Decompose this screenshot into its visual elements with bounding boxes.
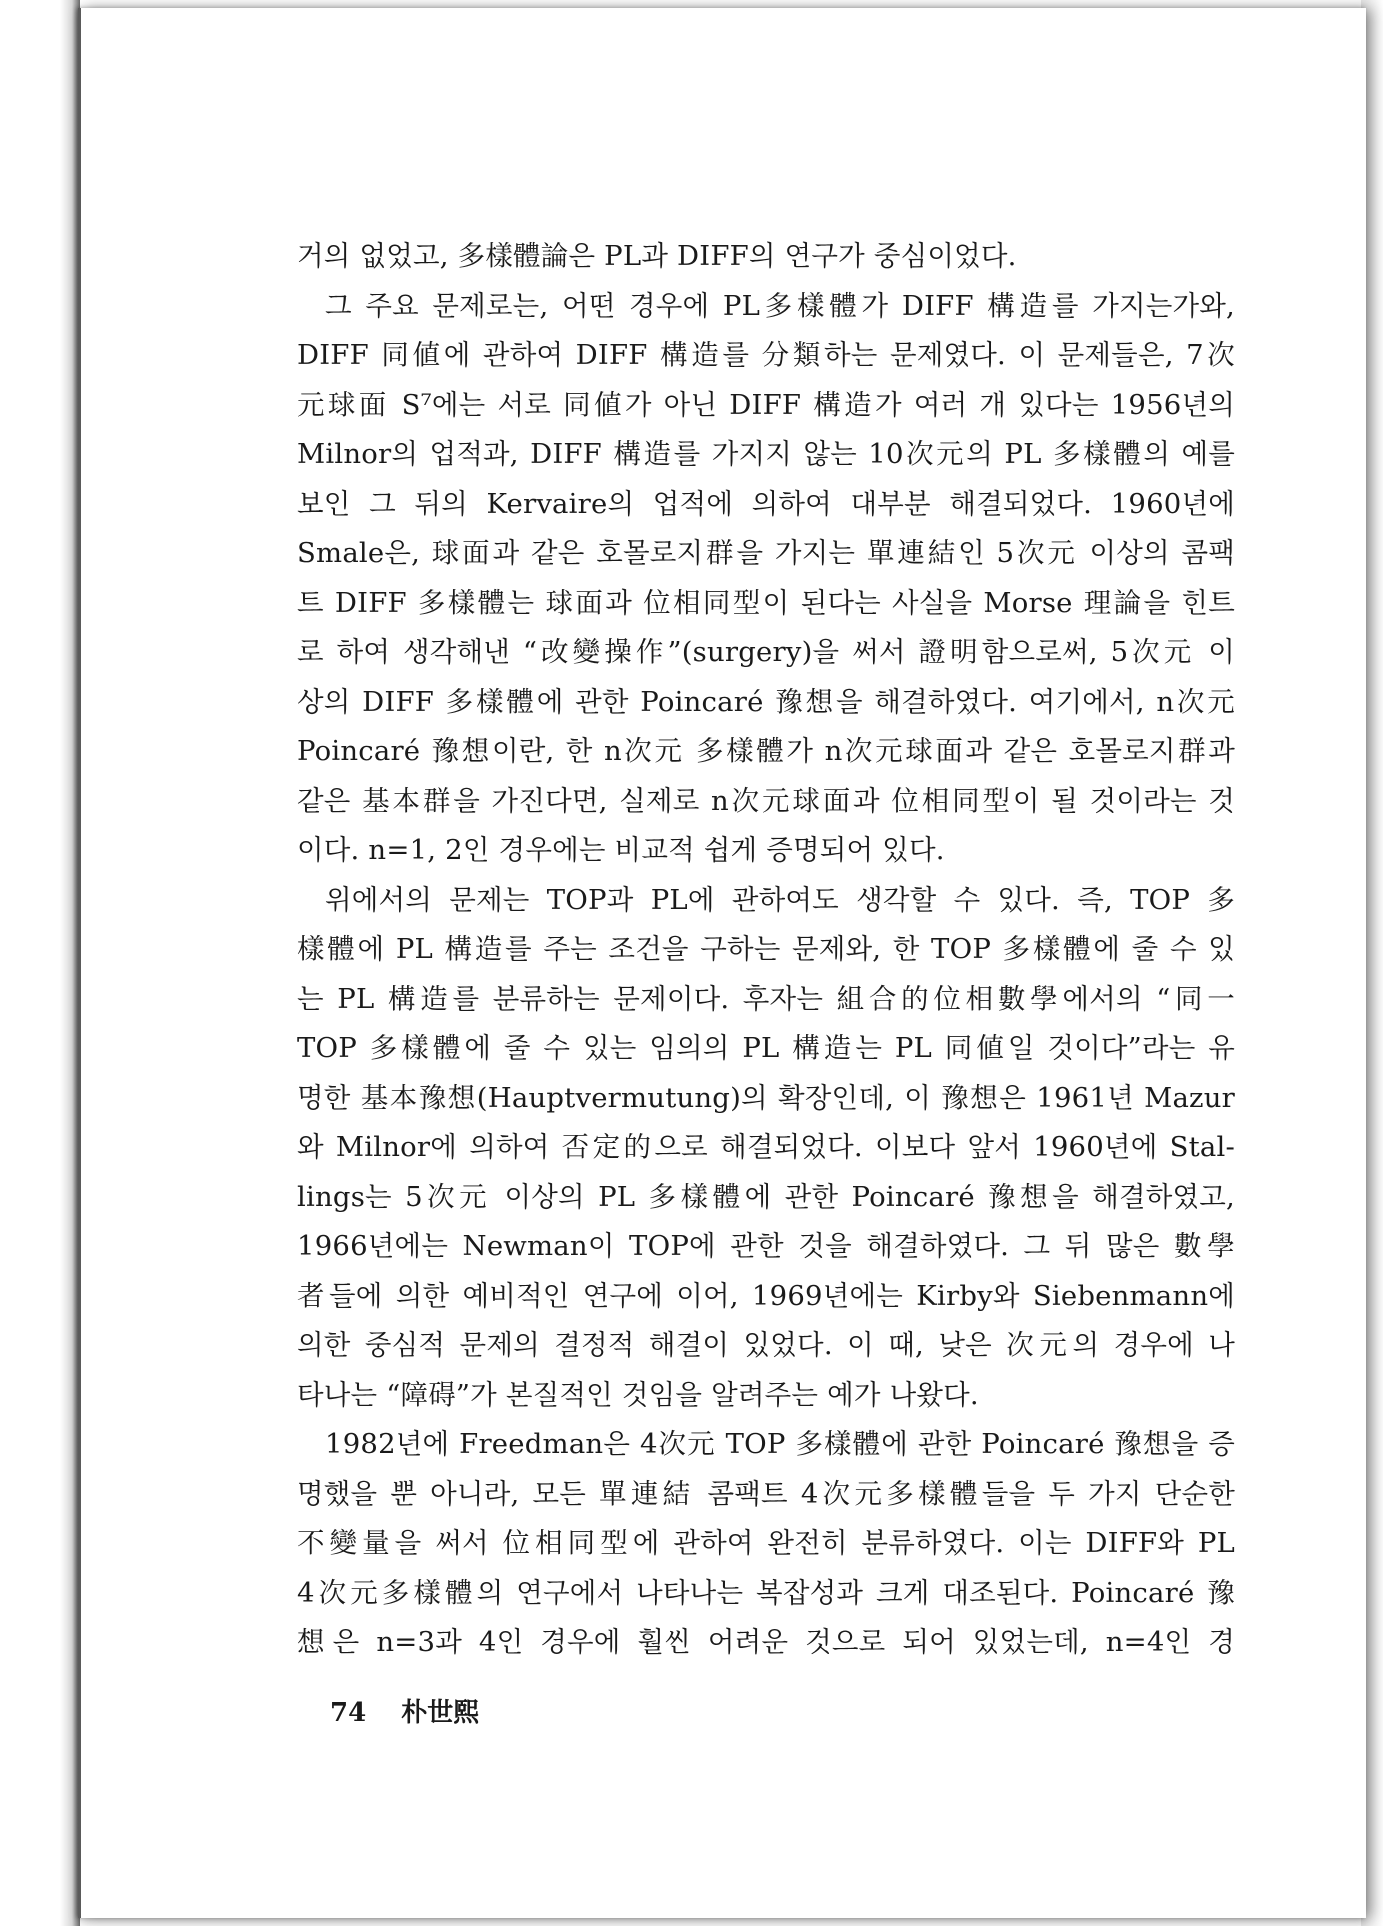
text-line: 로 하여 생각해낸 “改變操作”(surgery)을 써서 證明함으로써, 5次元 이 (297, 636, 1235, 668)
text-line: DIFF 同値에 관하여 DIFF 構造를 分類하는 문제였다. 이 문제들은, 7次 (297, 339, 1235, 371)
text-line: 4次元多樣體의 연구에서 나타나는 복잡성과 크게 대조된다. Poincaré 豫 (297, 1576, 1235, 1609)
text-line: 1966년에는 Newman이 TOP에 관한 것을 해결하였다. 그 뒤 많은 數學 (297, 1230, 1235, 1262)
text-line: 같은 基本群을 가진다면, 실제로 n次元球面과 位相同型이 될 것이라는 것 (297, 784, 1235, 817)
text-line: 者들에 의한 예비적인 연구에 이어, 1969년에는 Kirby와 Siebenmann에 (297, 1279, 1235, 1312)
text-line: 樣體에 PL 構造를 주는 조건을 구하는 문제와, 한 TOP 多樣體에 줄 수 있 (297, 933, 1235, 965)
text-line: 명한 基本豫想(Hauptvermutung)의 확장인데, 이 豫想은 1961년 Mazur (297, 1081, 1235, 1114)
text-line: 거의 없었고, 多樣體論은 PL과 DIFF의 연구가 중심이었다. (297, 240, 1017, 272)
page-number: 74 (330, 1698, 367, 1728)
page-shadow-edge (60, 0, 80, 1926)
author-name: 朴世熙 (401, 1698, 480, 1728)
paragraph-start-line: 1982년에 Freedman은 4次元 TOP 多樣體에 관한 Poincaré 豫想을 증 (325, 1428, 1235, 1460)
text-line: 이다. n=1, 2인 경우에는 비교적 쉽게 증명되어 있다. (297, 834, 945, 866)
text-line: TOP 多樣體에 줄 수 있는 임의의 PL 構造는 PL 同値일 것이다”라는 유 (297, 1032, 1235, 1064)
text-line: 보인 그 뒤의 Kervaire의 업적에 의하여 대부분 해결되었다. 1960년에 (297, 487, 1235, 520)
text-line: 와 Milnor에 의하여 否定的으로 해결되었다. 이보다 앞서 1960년에 Stal- (297, 1131, 1235, 1163)
body-text (297, 232, 1235, 1668)
text-line: lings는 5次元 이상의 PL 多樣體에 관한 Poincaré 豫想을 해결하였고, (297, 1180, 1235, 1213)
text-line: 명했을 뿐 아니라, 모든 單連結 콤팩트 4次元多樣體들을 두 가지 단순한 (297, 1477, 1235, 1510)
text-line: Poincaré 豫想이란, 한 n次元 多樣體가 n次元球面과 같은 호몰로지群과 (297, 735, 1235, 767)
text-line: 상의 DIFF 多樣體에 관한 Poincaré 豫想을 해결하였다. 여기에서, n次元 (297, 685, 1235, 718)
text-line: Smale은, 球面과 같은 호몰로지群을 가지는 單連結인 5次元 이상의 콤팩 (297, 537, 1235, 569)
text-line: Milnor의 업적과, DIFF 構造를 가지지 않는 10次元의 PL 多樣體의 예를 (297, 438, 1235, 470)
text-line: 타나는 “障碍”가 본질적인 것임을 알려주는 예가 나왔다. (297, 1378, 979, 1411)
text-line: 想은 n=3과 4인 경우에 훨씬 어려운 것으로 되어 있었는데, n=4인 경 (297, 1626, 1235, 1658)
paragraph-start-line: 그 주요 문제로는, 어떤 경우에 PL多樣體가 DIFF 構造를 가지는가와, (325, 289, 1235, 322)
paragraph-start-line: 위에서의 문제는 TOP과 PL에 관하여도 생각할 수 있다. 즉, TOP 多 (325, 883, 1235, 916)
text-line: 트 DIFF 多樣體는 球面과 位相同型이 된다는 사실을 Morse 理論을 힌트 (297, 586, 1235, 619)
text-line: 는 PL 構造를 분류하는 문제이다. 후자는 組合的位相數學에서의 “同一 (297, 982, 1235, 1015)
text-line: 元球面 S⁷에는 서로 同値가 아닌 DIFF 構造가 여러 개 있다는 1956년의 (297, 388, 1235, 421)
page-footer (330, 1692, 505, 1729)
text-line: 不變量을 써서 位相同型에 관하여 완전히 분류하였다. 이는 DIFF와 PL (297, 1527, 1235, 1559)
text-line: 의한 중심적 문제의 결정적 해결이 있었다. 이 때, 낮은 次元의 경우에 나 (297, 1329, 1235, 1361)
